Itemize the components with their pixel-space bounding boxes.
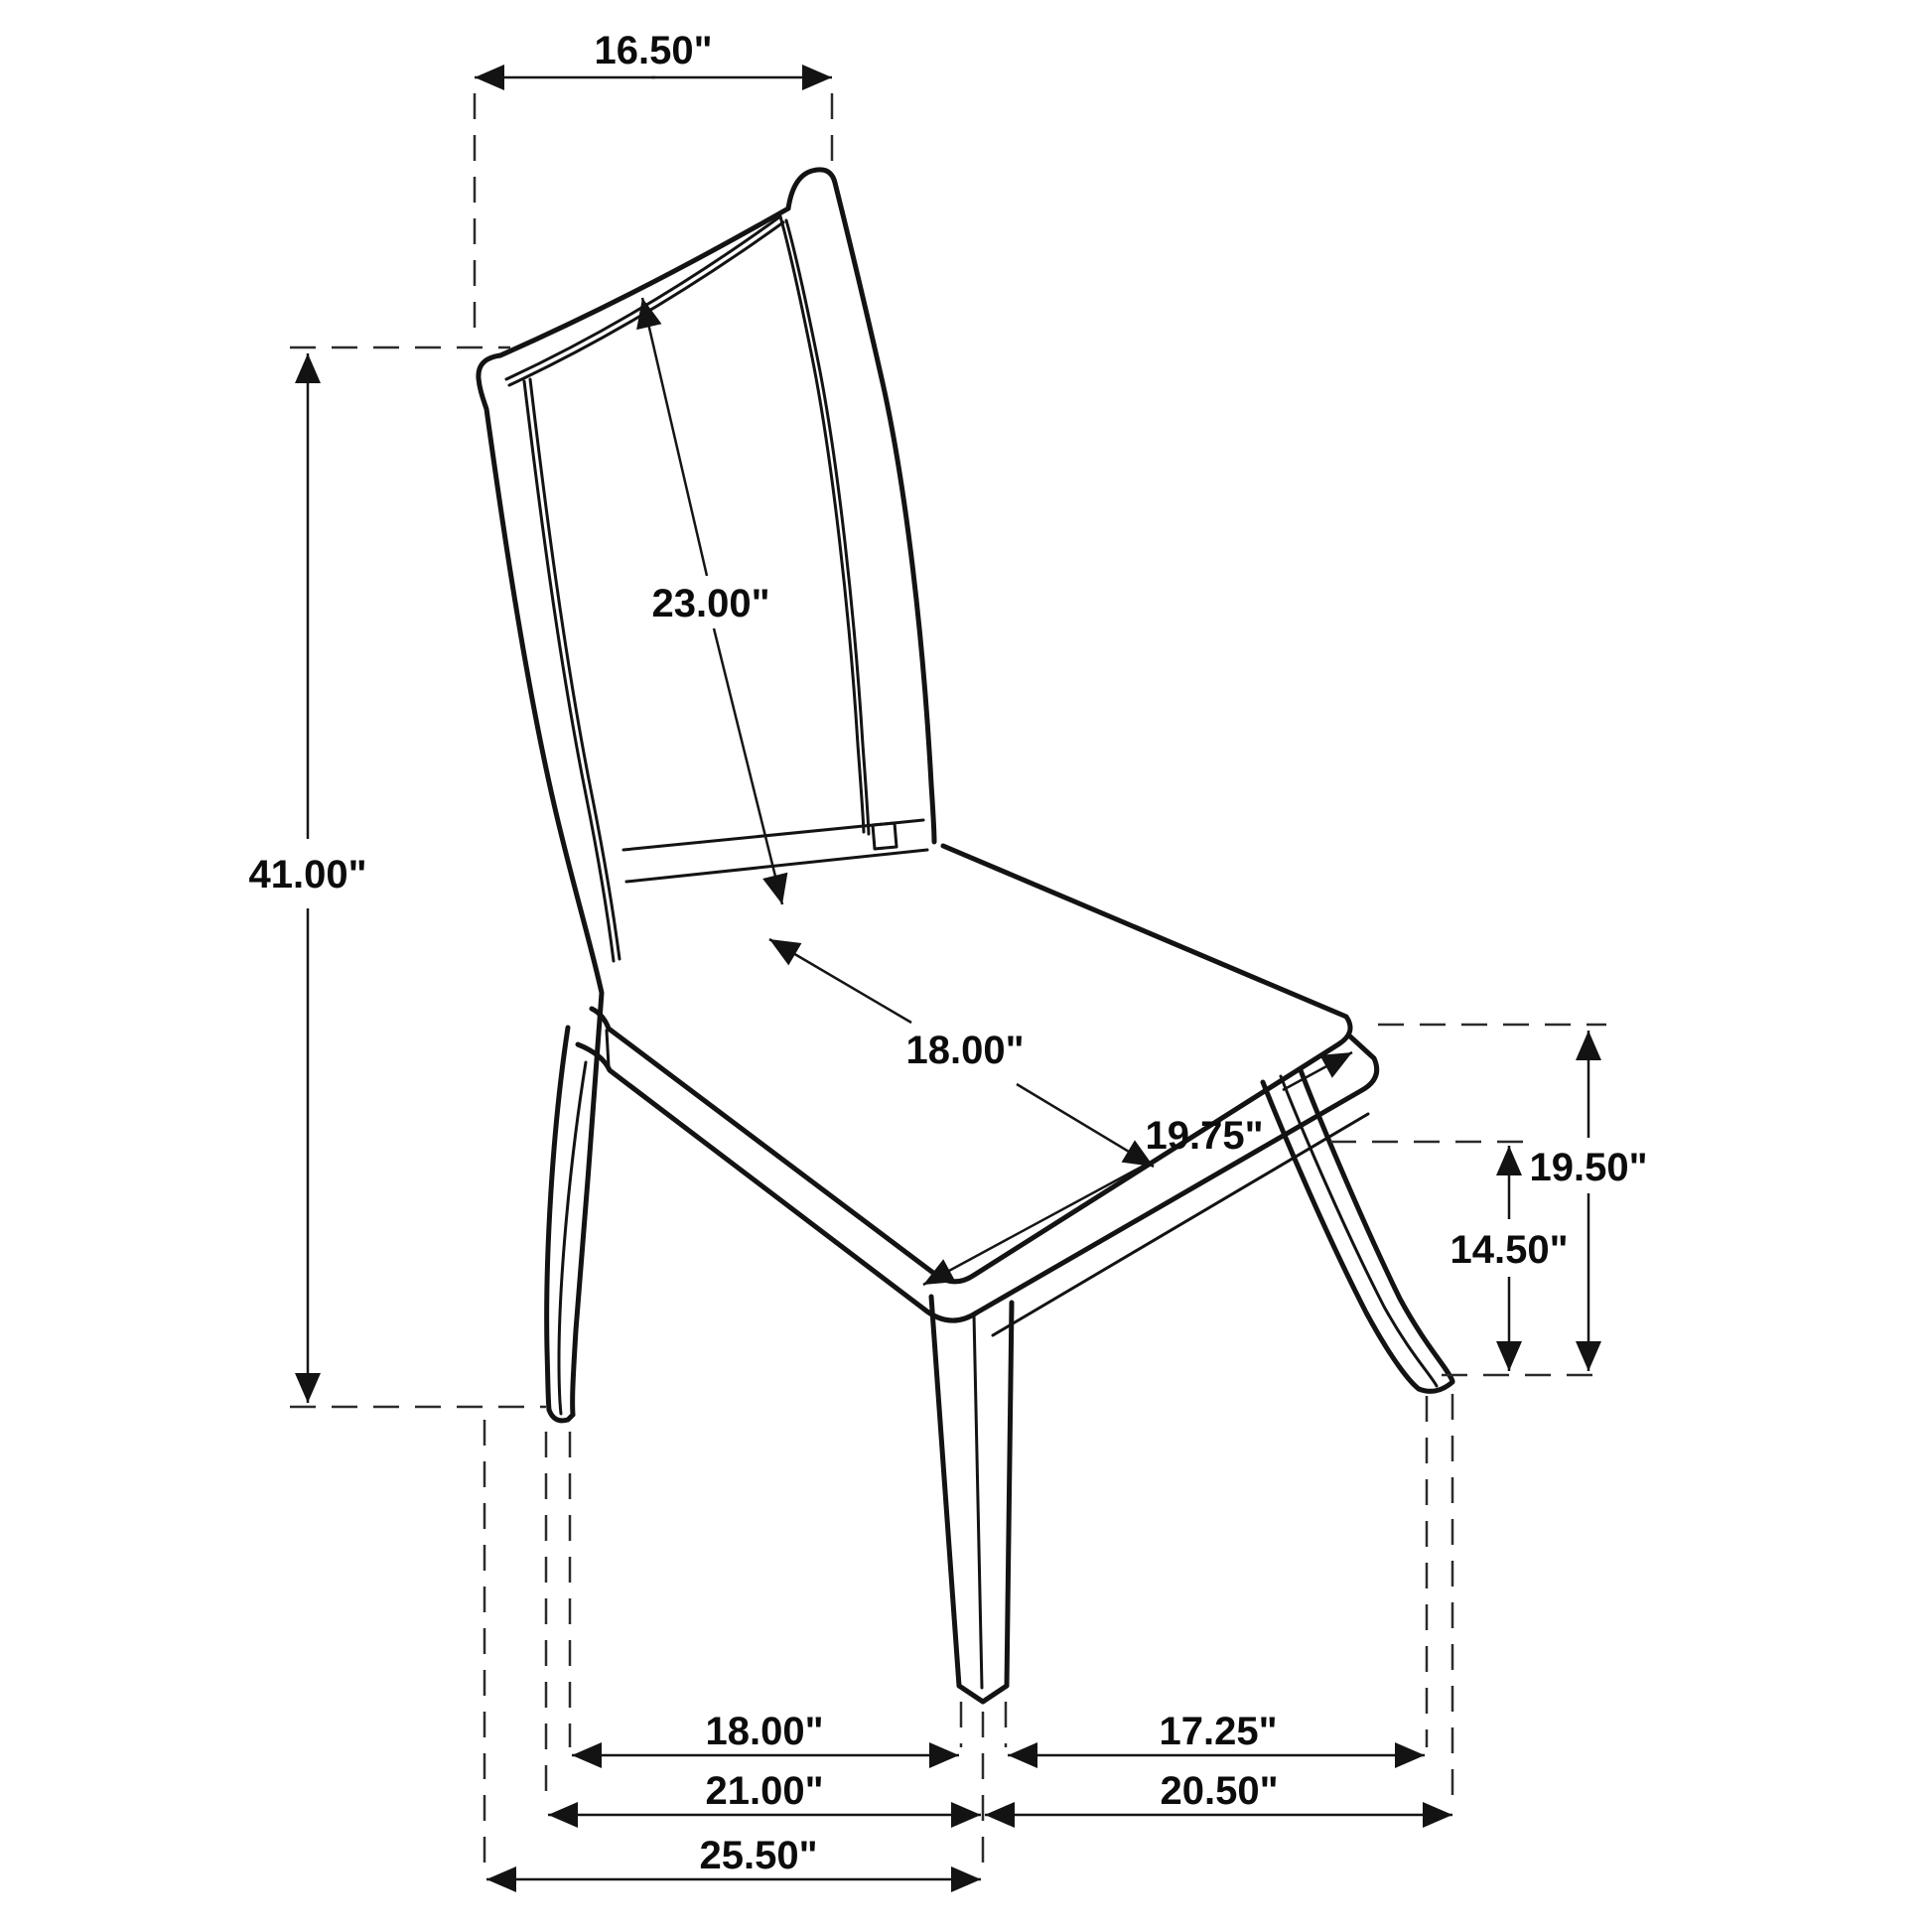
seat-band-left-edge	[607, 1031, 609, 1066]
dim-line	[714, 628, 782, 904]
rear-right-leg-front-edge	[1263, 1082, 1419, 1389]
dim-label-top-width: 16.50"	[594, 29, 713, 72]
back-bottom-rail-bottom	[626, 850, 927, 882]
dim-label-base-width: 20.50"	[1160, 1769, 1279, 1813]
dim-label-back-height: 23.00"	[651, 582, 770, 625]
dim-label-seat-width: 19.75"	[1145, 1114, 1264, 1158]
dim-label-base-depth: 21.00"	[705, 1769, 824, 1813]
front-leg-seam	[974, 1314, 982, 1688]
dimension-side-leg-span	[1008, 1710, 1425, 1755]
back-panel-left-seam-2	[530, 379, 620, 959]
dim-label-side-leg-span: 17.25"	[1159, 1710, 1278, 1753]
dimension-overall-height	[248, 353, 366, 1403]
back-panel-right-seam	[780, 216, 864, 832]
dimension-back-height	[642, 298, 782, 904]
dimension-base-depth	[548, 1769, 981, 1815]
dimension-seat-height	[1529, 1031, 1647, 1371]
dim-line	[1017, 1084, 1154, 1167]
rear-left-leg-back-edge	[547, 1028, 568, 1410]
dim-line	[769, 939, 911, 1023]
dimension-base-width	[985, 1769, 1452, 1815]
front-leg-left-edge	[931, 1297, 959, 1686]
chair-line-drawing	[479, 170, 1452, 1702]
dim-line	[642, 298, 707, 576]
back-top-rail	[500, 208, 788, 355]
dim-label-overall-height: 41.00"	[248, 853, 367, 897]
back-bottom-rail-notch	[873, 823, 897, 849]
dimension-front-leg-span	[572, 1710, 959, 1755]
dim-label-seat-height: 19.50"	[1529, 1146, 1648, 1189]
dim-label-overall-depth: 25.50"	[699, 1834, 818, 1877]
dimension-seat-depth	[769, 939, 1154, 1167]
dim-label-front-leg-span: 18.00"	[705, 1710, 824, 1753]
dim-label-seat-depth: 18.00"	[905, 1029, 1025, 1072]
front-leg-right-edge	[1007, 1303, 1012, 1686]
dim-label-leg-height: 14.50"	[1449, 1228, 1569, 1272]
dimension-lines	[248, 29, 1647, 1879]
dimension-top-width	[475, 29, 832, 77]
dimension-overall-depth	[486, 1834, 981, 1879]
